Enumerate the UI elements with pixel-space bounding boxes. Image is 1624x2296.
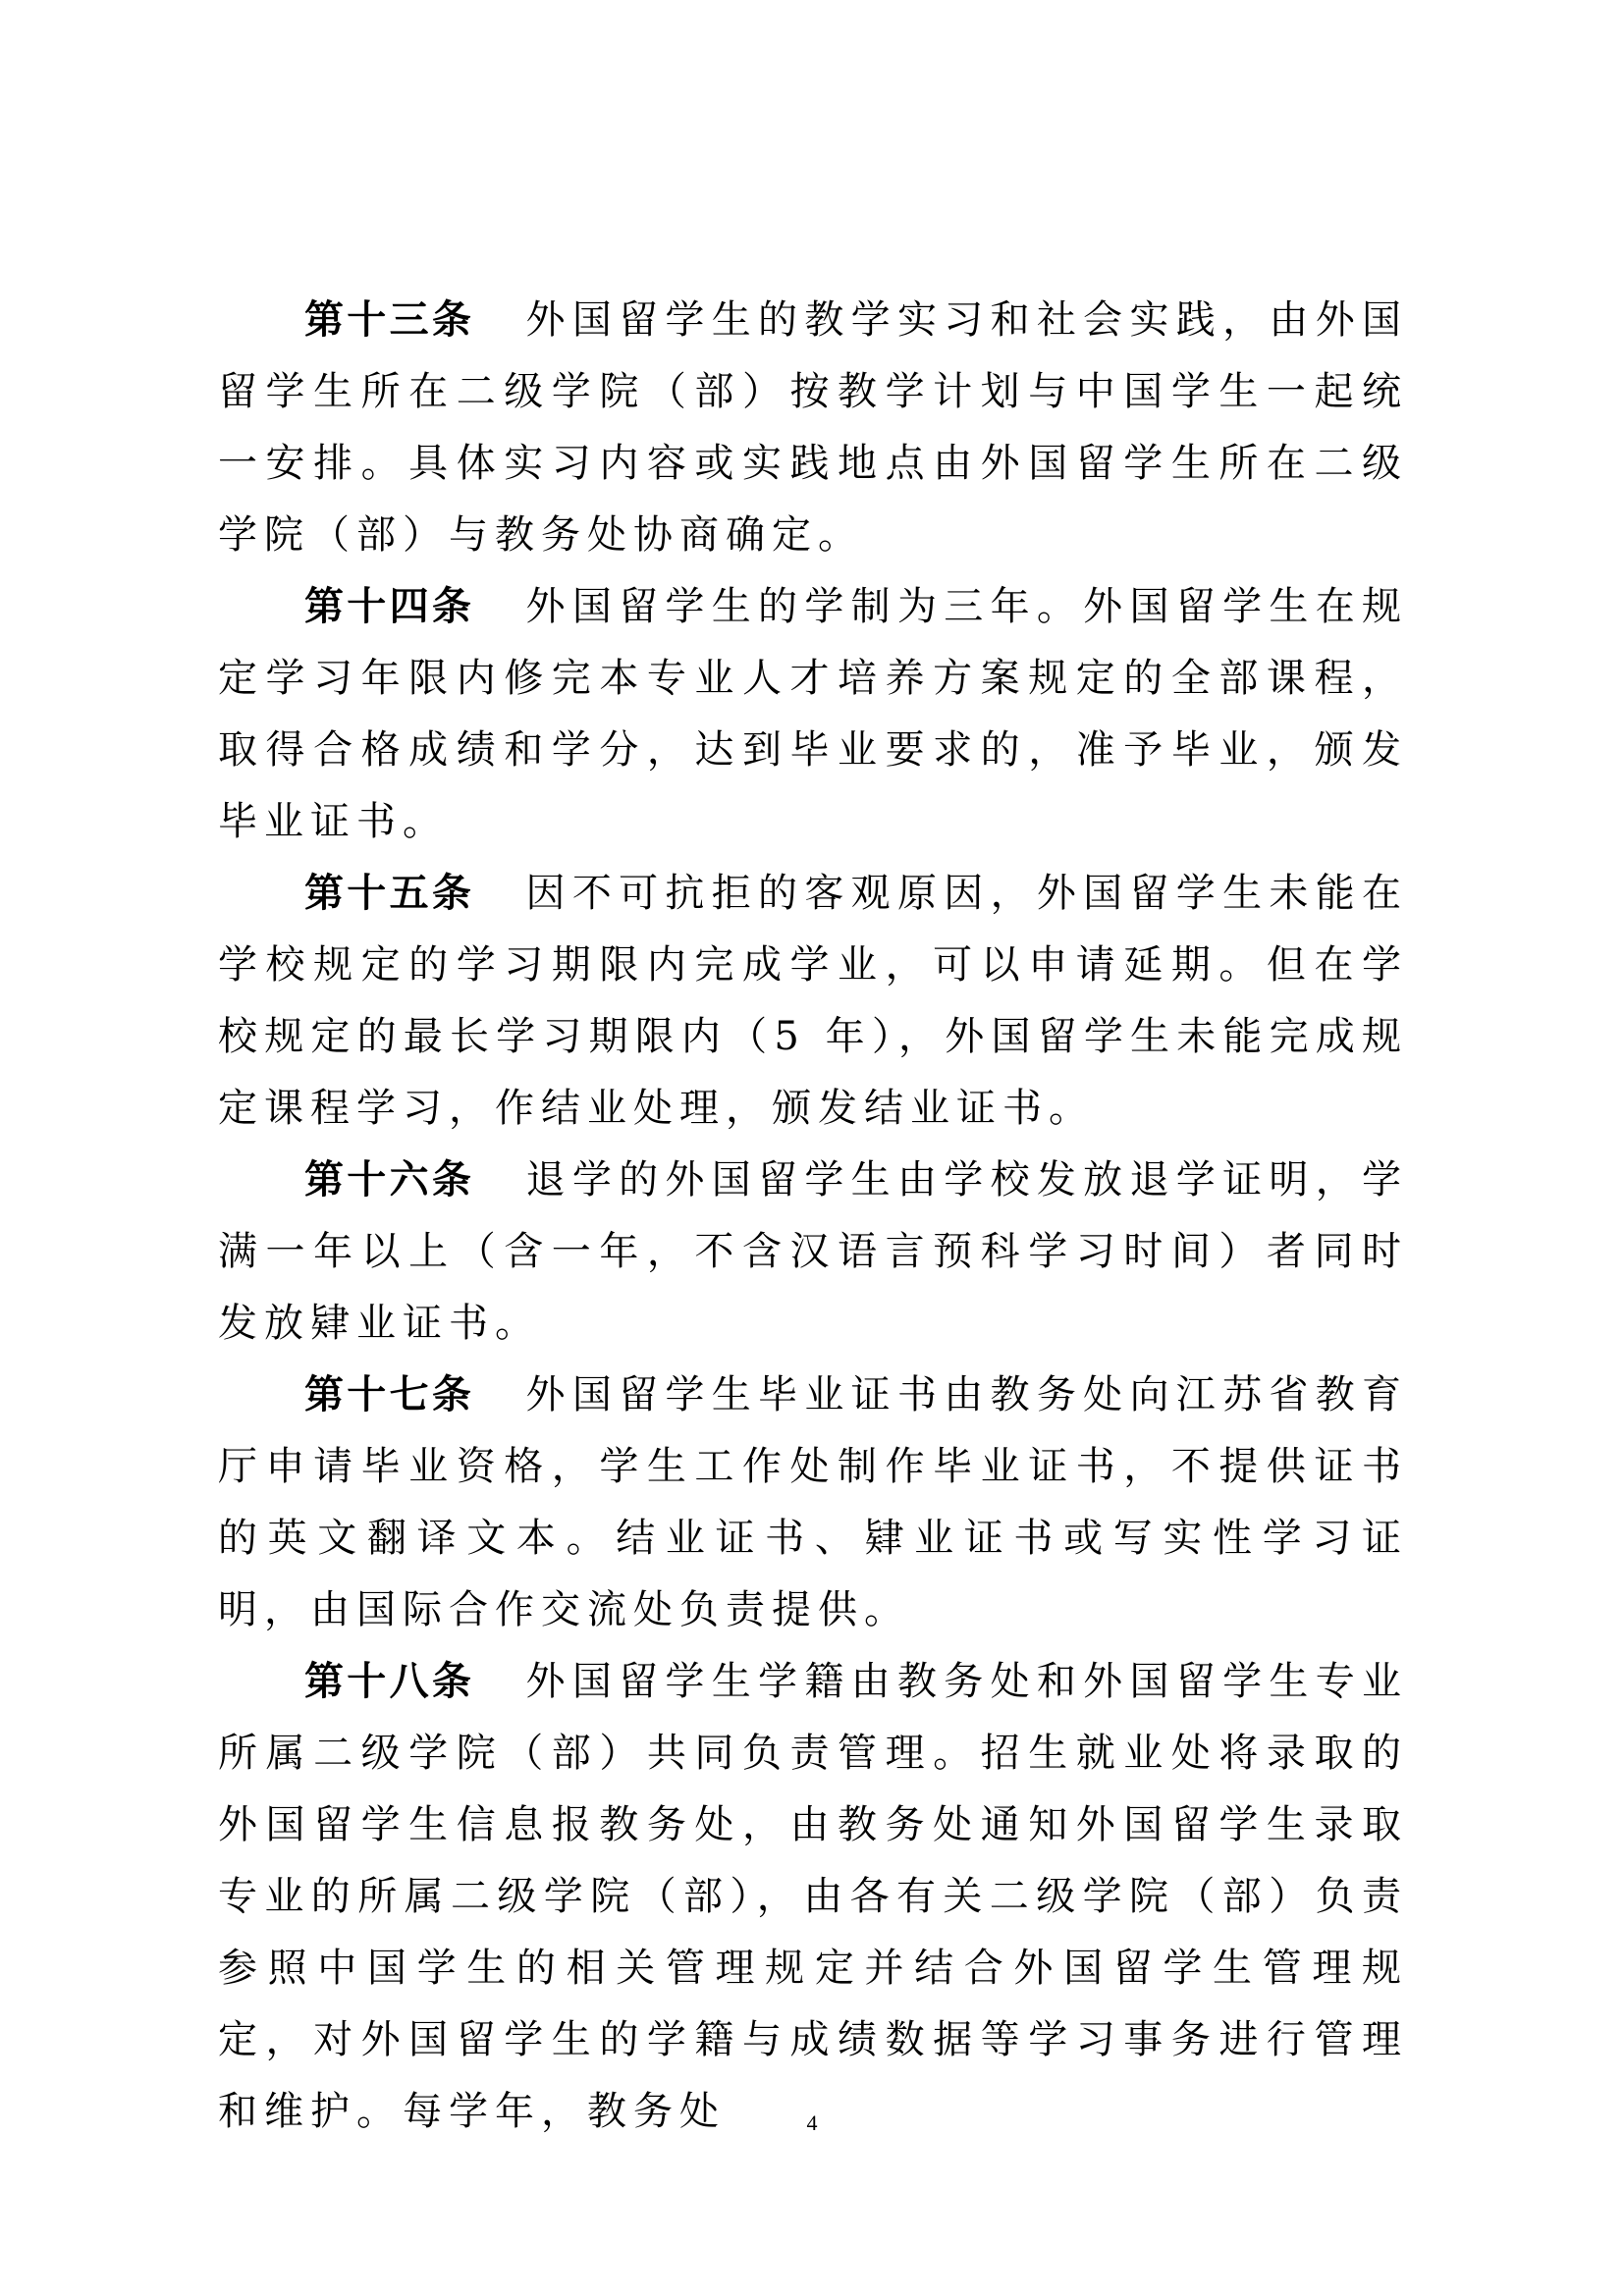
article-18 (218, 1646, 1408, 2148)
article-title: 第十五条 (304, 871, 475, 916)
article-text: 因不可抗拒的客观原因，外国留学生未能在学校规定的学习期限内完成学业，可以申请延期。但在学校规定的最长学习期限内（5 年），外国留学生未能完成规定课程学习，作结业处理，颁发结业证书。 (218, 871, 1409, 1131)
article-text: 外国留学生毕业证书由教务处向江苏省教育厅申请毕业资格，学生工作处制作毕业证书，不提供证书的英文翻译文本。结业证书、肄业证书或写实性学习证明，由国际合作交流处负责提供。 (218, 1372, 1409, 1632)
article-text: 外国留学生的学制为三年。外国留学生在规定学习年限内修完本专业人才培养方案规定的全部课程，取得合格成绩和学分，达到毕业要求的，准予毕业，颁发毕业证书。 (218, 584, 1409, 844)
article-17 (218, 1360, 1408, 1646)
article-text: 外国留学生学籍由教务处和外国留学生专业所属二级学院（部）共同负责管理。招生就业处将录取的外国留学生信息报教务处，由教务处通知外国留学生录取专业的所属二级学院（部），由各有关二级学院（部）负责参照中国学生的相关管理规定并结合外国留学生管理规定，对外国留学生的学籍与成绩数据等学习事务进行管理和维护。每学年，教务处 (218, 1659, 1409, 2134)
article-15 (218, 858, 1408, 1145)
article-16 (218, 1145, 1408, 1360)
article-14 (218, 571, 1408, 858)
article-text: 外国留学生的教学实习和社会实践，由外国留学生所在二级学院（部）按教学计划与中国学生一起统一安排。具体实习内容或实践地点由外国留学生所在二级学院（部）与教务处协商确定。 (218, 297, 1409, 558)
article-title: 第十三条 (304, 297, 475, 343)
article-title: 第十七条 (304, 1372, 475, 1417)
article-title: 第十八条 (304, 1659, 475, 1704)
article-title: 第十四条 (304, 584, 475, 629)
article-text: 退学的外国留学生由学校发放退学证明，学满一年以上（含一年，不含汉语言预科学习时间）者同时发放肄业证书。 (218, 1157, 1409, 1346)
article-title: 第十六条 (304, 1157, 475, 1202)
document-body (218, 285, 1408, 2148)
page-number: 4 (806, 2110, 818, 2135)
article-13 (218, 285, 1408, 571)
